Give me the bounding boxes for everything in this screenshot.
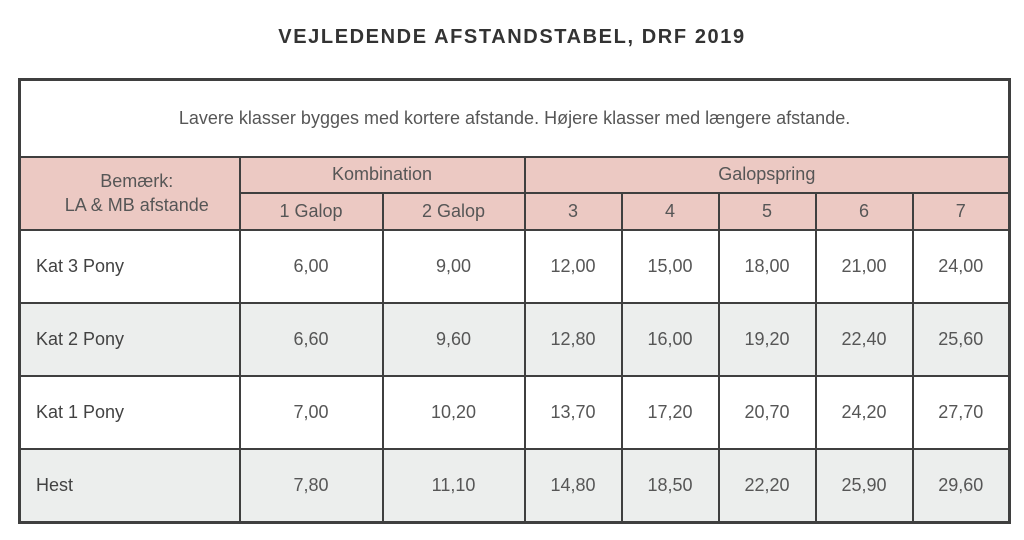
table-row-kat3-pony [20,230,1010,303]
value-cell: 22,40 [816,303,913,376]
value-cell: 29,60 [913,449,1010,522]
table-row-kat2-pony [20,303,1010,376]
subheader-7: 7 [913,193,1010,230]
remark-line-1: Bemærk: [100,171,174,192]
value-cell: 24,00 [913,230,1010,303]
value-cell: 19,20 [719,303,816,376]
subheader-1-galop: 1 Galop [240,193,383,230]
distance-table [18,78,1011,524]
value-cell: 12,00 [525,230,622,303]
subheader-6: 6 [816,193,913,230]
value-cell: 18,00 [719,230,816,303]
value-cell: 25,60 [913,303,1010,376]
row-label: Hest [20,449,240,522]
value-cell: 9,00 [383,230,525,303]
remark-line-2: LA & MB afstande [64,195,209,216]
value-cell: 7,80 [240,449,383,522]
header-group-row [20,157,1010,193]
value-cell: 21,00 [816,230,913,303]
notice-text: Lavere klasser bygges med kortere afstande. Højere klasser med længere afstande. [20,80,1010,157]
value-cell: 24,20 [816,376,913,449]
value-cell: 6,00 [240,230,383,303]
value-cell: 17,20 [622,376,719,449]
value-cell: 11,10 [383,449,525,522]
value-cell: 18,50 [622,449,719,522]
remark-cell [20,157,240,230]
page-title: VEJLEDENDE AFSTANDSTABEL, DRF 2019 [278,26,746,48]
value-cell: 15,00 [622,230,719,303]
value-cell: 9,60 [383,303,525,376]
value-cell: 6,60 [240,303,383,376]
value-cell: 10,20 [383,376,525,449]
value-cell: 12,80 [525,303,622,376]
galopspring-header: Galopspring [525,157,1010,193]
kombination-header: Kombination [240,157,525,193]
row-label: Kat 1 Pony [20,376,240,449]
value-cell: 7,00 [240,376,383,449]
value-cell: 20,70 [719,376,816,449]
table-row-hest [20,449,1010,522]
notice-row [20,80,1010,157]
subheader-5: 5 [719,193,816,230]
subheader-4: 4 [622,193,719,230]
value-cell: 16,00 [622,303,719,376]
table-row-kat1-pony [20,376,1010,449]
subheader-3: 3 [525,193,622,230]
row-label: Kat 2 Pony [20,303,240,376]
row-label: Kat 3 Pony [20,230,240,303]
value-cell: 25,90 [816,449,913,522]
value-cell: 22,20 [719,449,816,522]
value-cell: 14,80 [525,449,622,522]
value-cell: 13,70 [525,376,622,449]
value-cell: 27,70 [913,376,1010,449]
subheader-2-galop: 2 Galop [383,193,525,230]
